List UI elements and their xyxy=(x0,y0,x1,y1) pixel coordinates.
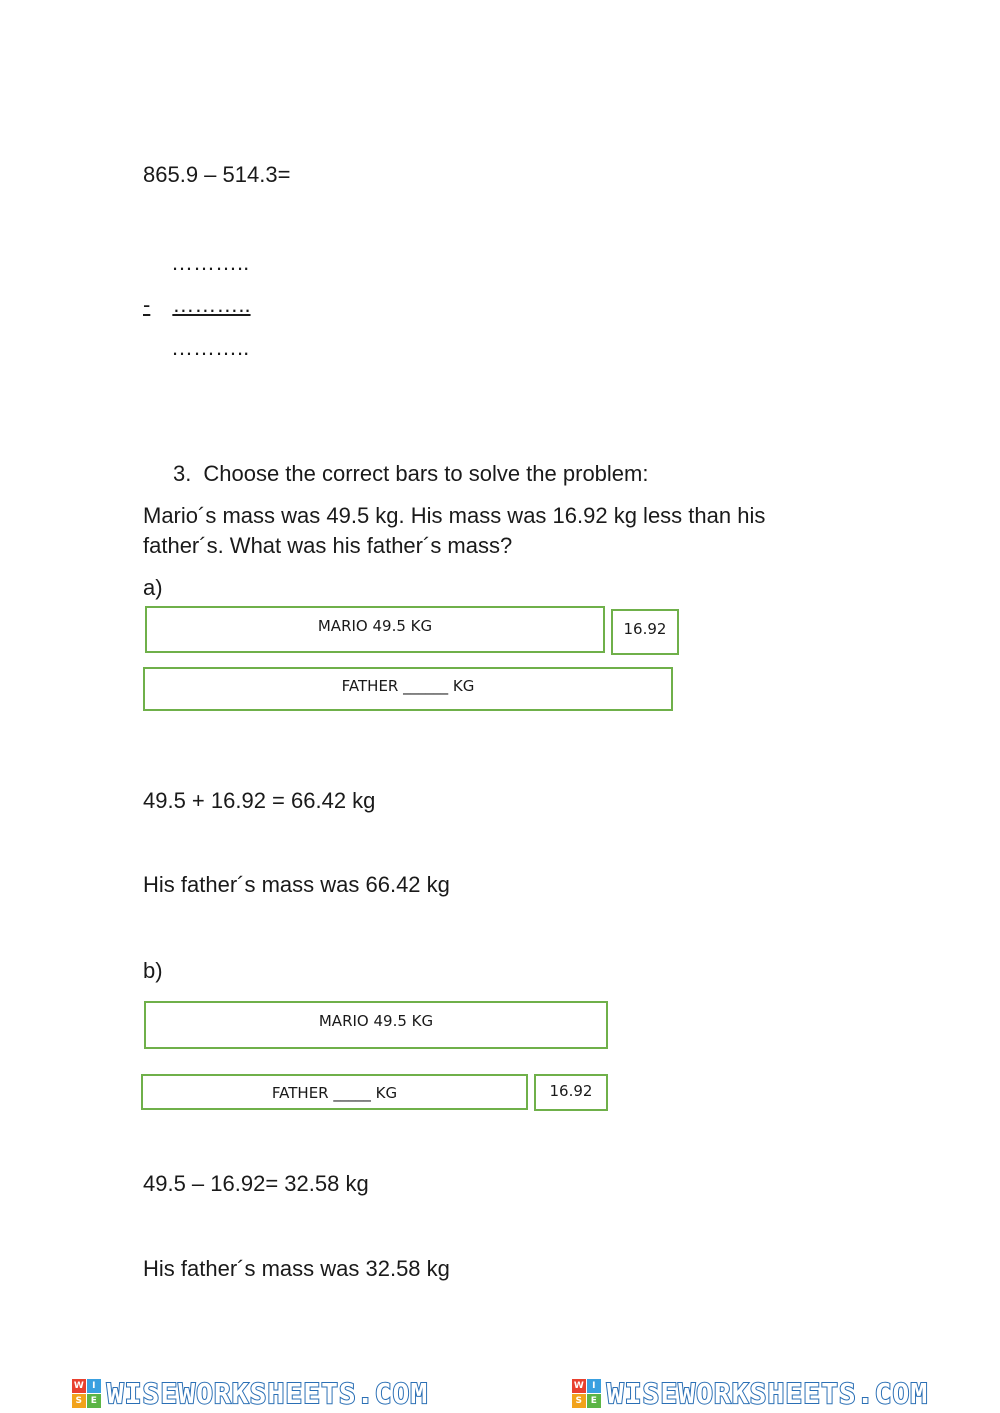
logo-letter-i: I xyxy=(587,1379,601,1393)
question-number: 3. xyxy=(173,461,192,486)
logo-letter-s: S xyxy=(72,1394,86,1408)
subtraction-row-2 xyxy=(143,290,251,320)
logo-letter-s: S xyxy=(572,1394,586,1408)
logo-letter-w: W xyxy=(572,1379,586,1393)
option-a-bar-father-label: FATHER ______ KG xyxy=(341,677,475,695)
option-b-equation: 49.5 – 16.92= 32.58 kg xyxy=(143,1171,369,1196)
option-b-bar-father xyxy=(141,1074,528,1110)
question-heading xyxy=(173,459,648,489)
answer-blank-2[interactable]: ……….. xyxy=(172,292,251,317)
option-a-bar-father xyxy=(143,667,673,711)
logo-letter-e: E xyxy=(587,1394,601,1408)
logo-letter-e: E xyxy=(87,1394,101,1408)
option-a-equation: 49.5 + 16.92 = 66.42 kg xyxy=(143,788,376,813)
option-b-bar-mario-label: MARIO 49.5 KG xyxy=(318,1012,434,1030)
brand-text: WISEWORKSHEETS.COM xyxy=(606,1377,929,1410)
option-b-label[interactable]: b) xyxy=(143,958,163,983)
brand-left xyxy=(72,1377,428,1410)
problem-line-2: father´s. What was his father´s mass? xyxy=(143,533,513,558)
option-a-bar-difference xyxy=(611,609,679,655)
logo-letter-w: W xyxy=(72,1379,86,1393)
answer-blank-3[interactable]: ……….. xyxy=(171,335,250,360)
option-a-bar-mario-label: MARIO 49.5 KG xyxy=(317,617,433,635)
answer-blank-1[interactable]: ……….. xyxy=(171,250,250,275)
option-a-bar-difference-label: 16.92 xyxy=(623,620,667,638)
logo-icon xyxy=(72,1379,101,1408)
option-a-answer: His father´s mass was 66.42 kg xyxy=(143,872,450,897)
subtraction-expression: 865.9 – 514.3= xyxy=(143,162,291,187)
brand-right xyxy=(572,1377,928,1410)
brand-text: WISEWORKSHEETS.COM xyxy=(106,1377,429,1410)
question-instruction: Choose the correct bars to solve the problem: xyxy=(203,461,649,486)
problem-line-1: Mario´s mass was 49.5 kg. His mass was 16.92 kg less than his xyxy=(143,503,766,528)
footer-watermark xyxy=(0,1374,1000,1413)
logo-icon xyxy=(572,1379,601,1408)
option-b-bar-difference-label: 16.92 xyxy=(549,1082,593,1100)
logo-letter-i: I xyxy=(87,1379,101,1393)
option-b-bar-difference xyxy=(534,1074,608,1111)
option-a-bar-mario xyxy=(145,606,605,653)
option-b-bar-mario xyxy=(144,1001,608,1049)
minus-sign: - xyxy=(143,292,151,317)
option-b-answer: His father´s mass was 32.58 kg xyxy=(143,1256,450,1281)
option-a-label[interactable]: a) xyxy=(143,575,163,600)
option-b-bar-father-label: FATHER _____ KG xyxy=(271,1084,398,1102)
